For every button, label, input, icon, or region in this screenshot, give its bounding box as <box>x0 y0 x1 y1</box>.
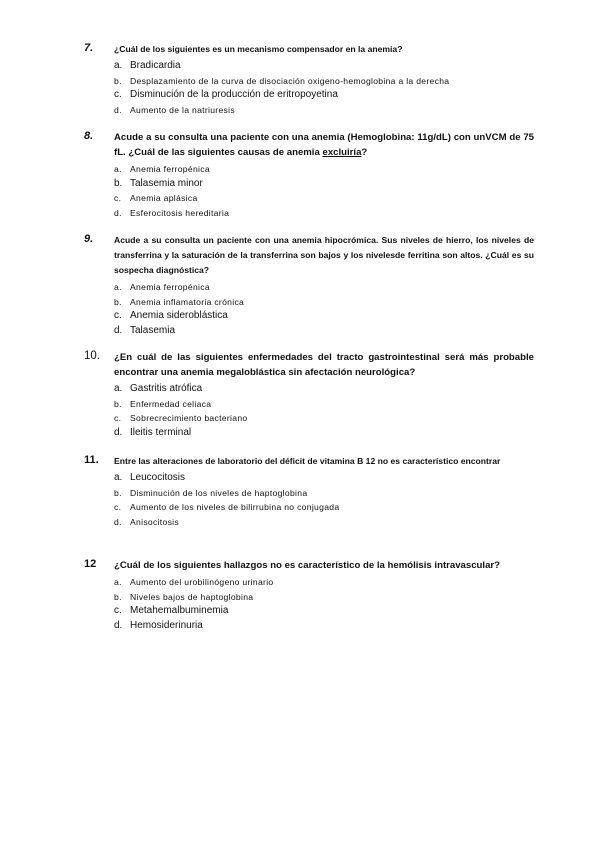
option-b: b. Talasemia minor <box>114 177 203 189</box>
question-text: Acude a su consulta una paciente con una anemia (Hemoglobina: 11g/dL) con unVCM de 75 fL. ¿Cuál de las siguientes causas de anemia excluiría? <box>114 132 534 158</box>
option-c: c. Anemia sideroblástica <box>114 310 228 321</box>
question-11 <box>84 454 534 529</box>
option-a: a. Leucocitosis <box>114 472 186 483</box>
question-9 <box>84 233 534 338</box>
option-b: b. Disminución de los niveles de haptoglobina <box>114 487 308 498</box>
question-8 <box>84 130 534 220</box>
options-list <box>114 575 534 633</box>
option-c: c. Anemia aplásica <box>114 193 198 203</box>
question-number: 8. <box>84 130 94 142</box>
question-text: Acude a su consulta un paciente con una anemia hipocrómica. Sus niveles de hierro, los niveles de transferrina y la saturación de la transferrina son bajos y los nivelesde ferritina son altos. ¿Cuál es su sospecha diagnóstica? <box>114 235 534 275</box>
question-number: 12 <box>84 558 97 570</box>
underlined-word: excluiría <box>322 147 362 158</box>
question-number: 10. <box>84 350 100 362</box>
option-d: d. Esferocitosis hereditaria <box>114 207 230 218</box>
options-list <box>114 162 534 220</box>
question-text: Entre las alteraciones de laboratorio del déficit de vitamina B 12 no es característico encontrar <box>114 456 501 466</box>
question-text: ¿En cuál de las siguientes enfermedades del tracto gastrointestinal será más probable encontrar una anemia megaloblástica sin afectación neurológica? <box>114 352 534 378</box>
option-a: a. Anemia ferropénica <box>114 164 210 174</box>
option-a: a. Aumento del urobilinógeno urinario <box>114 577 274 587</box>
question-10 <box>84 350 534 440</box>
question-7 <box>84 42 534 117</box>
option-b: b. Desplazamiento de la curva de disociación oxigeno-hemoglobina a la derecha <box>114 75 450 86</box>
option-d: d. Aumento de la natriuresis <box>114 104 235 115</box>
option-d: d. Hemosiderinuria <box>114 619 203 631</box>
option-d: d. Anisocitosis <box>114 516 179 527</box>
option-b: b. Enfermedad celiaca <box>114 398 212 409</box>
question-number: 11. <box>84 454 99 466</box>
option-d: d. Talasemia <box>114 324 176 336</box>
option-c: c. Aumento de los niveles de bilirrubina no conjugada <box>114 502 340 512</box>
options-list <box>114 471 534 529</box>
question-number: 9. <box>84 233 94 245</box>
options-list <box>114 59 534 117</box>
question-12 <box>84 558 534 633</box>
option-a: a. Anemia ferropénica <box>114 282 210 292</box>
question-number: 7. <box>84 42 94 54</box>
option-b: b. Anemia inflamatoria crónica <box>114 296 245 307</box>
question-text: ¿Cuál de los siguientes es un mecanismo compensador en la anemia? <box>114 44 403 54</box>
option-a: a. Gastritis atrófica <box>114 383 203 394</box>
option-d: d. Ileitis terminal <box>114 426 192 438</box>
option-c: c. Metahemalbuminemia <box>114 605 229 616</box>
option-b: b. Niveles bajos de haptoglobina <box>114 591 254 602</box>
question-text: ¿Cuál de los siguientes hallazgos no es característico de la hemólisis intravascular? <box>114 560 501 571</box>
option-c: c. Disminución de la producción de eritropoyetina <box>114 89 338 100</box>
options-list <box>114 280 534 338</box>
option-c: c. Sobrecrecimiento bacteriano <box>114 413 248 423</box>
options-list <box>114 382 534 440</box>
option-a: a. Bradicardia <box>114 60 181 71</box>
